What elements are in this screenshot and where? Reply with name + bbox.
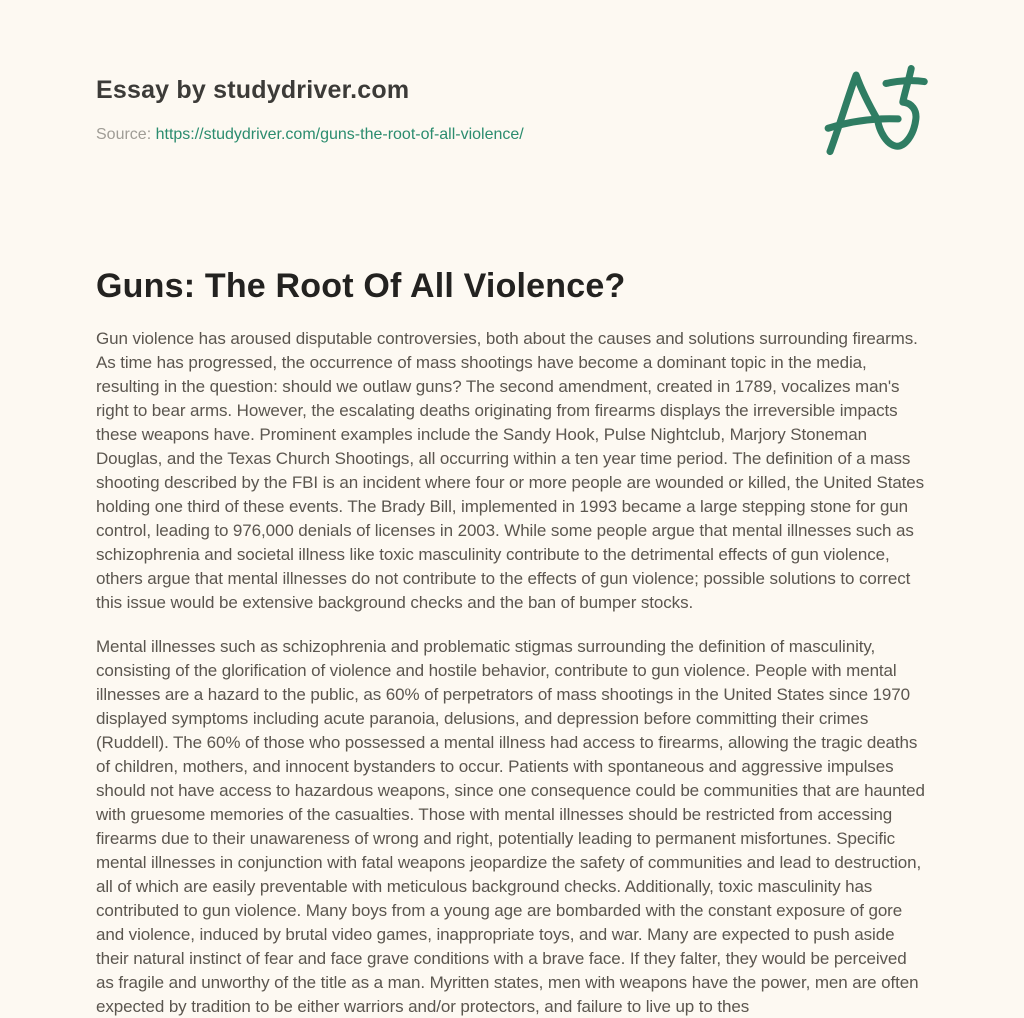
essay-title: Guns: The Root Of All Violence? <box>96 267 626 305</box>
page-header <box>96 60 928 162</box>
header-text-block <box>96 60 524 144</box>
site-title: Essay by studydriver.com <box>96 76 410 104</box>
source-line <box>96 126 524 144</box>
source-link[interactable]: https://studydriver.com/guns-the-root-of-all-violence/ <box>155 126 524 143</box>
source-label: Source: <box>96 126 152 143</box>
essay-paragraph-1: Gun violence has aroused disputable controversies, both about the causes and solutions surrounding firearms. As time has progressed, the occurrence of mass shootings have become a dominant topic in the media, resulting in the question: should we outlaw guns? The second amendment, created in 1789, vocalizes man's right to bear arms. However, the escalating deaths originating from firearms displays the irreversible impacts these weapons have. Prominent examples include the Sandy Hook, Pulse Nightclub, Marjory Stoneman Douglas, and the Texas Church Shootings, all occurring within a ten year time period. The definition of a mass shooting described by the FBI is an incident where four or more people are wounded or killed, the United States holding one third of these events. The Brady Bill, implemented in 1993 became a large stepping stone for gun control, leading to 976,000 denials of licenses in 2003. While some people argue that mental illnesses such as schizophrenia and societal illness like toxic masculinity contribute to the detrimental effects of gun violence, others argue that mental illnesses do not contribute to the effects of gun violence; possible solutions to correct this issue would be extensive background checks and the ban of bumper stocks. <box>96 328 925 612</box>
a-plus-logo-icon <box>816 60 928 162</box>
essay-body <box>96 327 928 1018</box>
studydriver-logo <box>816 60 928 162</box>
essay-paragraph-2: Mental illnesses such as schizophrenia and problematic stigmas surrounding the definition of masculinity, consisting of the glorification of violence and hostile behavior, contribute to gun violence. People with mental illnesses are a hazard to the public, as 60% of perpetrators of mass shootings in the United States since 1970 displayed symptoms including acute paranoia, delusions, and depression before committing their crimes (Ruddell). The 60% of those who possessed a mental illness had access to firearms, allowing the tragic deaths of children, mothers, and innocent bystanders to occur. Patients with spontaneous and aggressive impulses should not have access to hazardous weapons, since one consequence could be communities that are haunted with gruesome memories of the casualties. Those with mental illnesses should be restricted from accessing firearms due to their unawareness of wrong and right, potentially leading to permanent misfortunes. Specific mental illnesses in conjunction with fatal weapons jeopardize the safety of communities and lead to destruction, all of which are easily preventable with meticulous background checks. Additionally, toxic masculinity has contributed to gun violence. Many boys from a young age are bombarded with the constant exposure of gore and violence, induced by brutal video games, inappropriate toys, and war. Many are expected to push aside their natural instinct of fear and face grave conditions with a brave face. If they falter, they would be perceived as fragile and unworthy of the title as a man. Myritten states, men with weapons have the power, men are often expected by tradition to be either warriors and/or protectors, and failure to live up to thes <box>96 636 925 1016</box>
